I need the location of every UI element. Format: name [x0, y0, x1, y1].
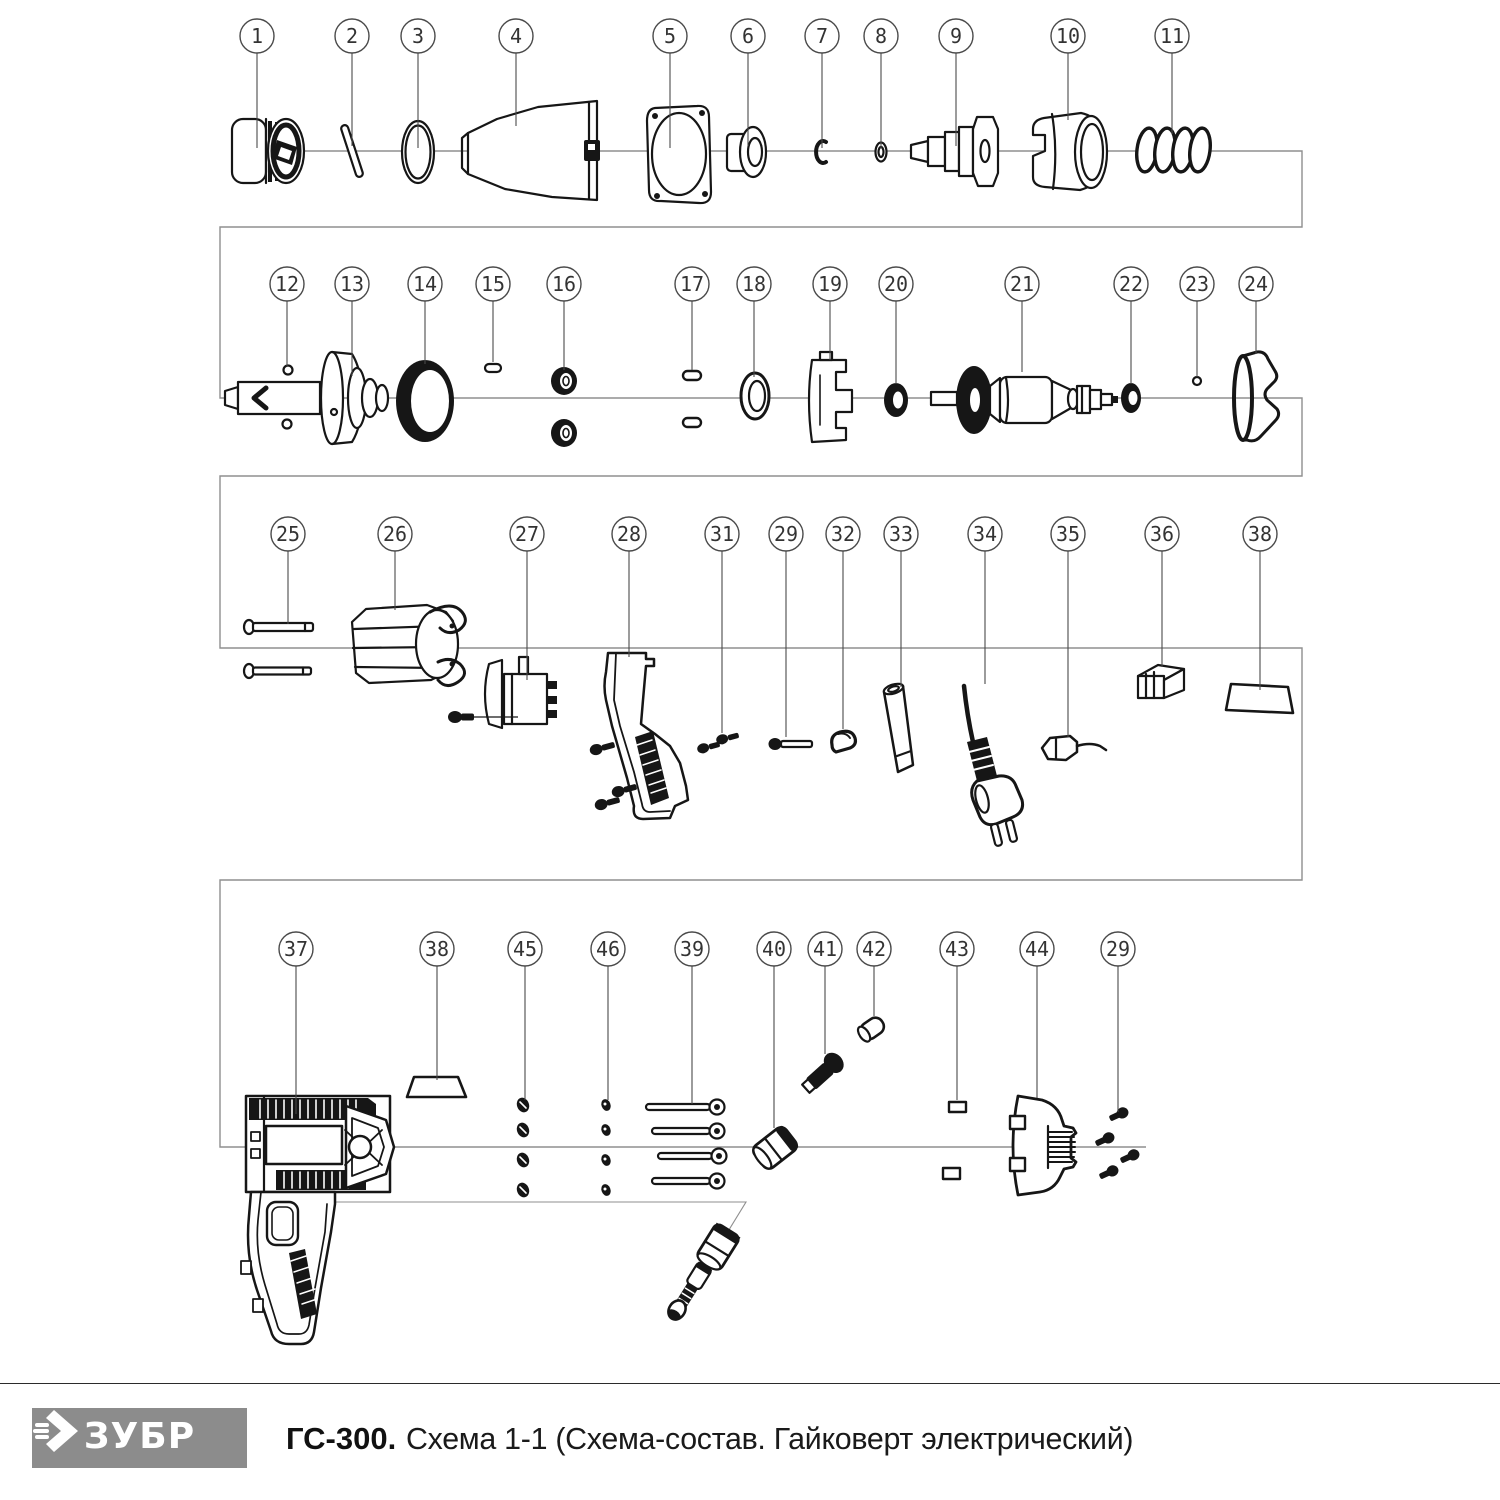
part-28-handle-half: [589, 653, 688, 819]
svg-text:11: 11: [1159, 24, 1185, 48]
part-37-motor-housing: [241, 1096, 394, 1344]
part-5-gasket-plate: [647, 106, 711, 203]
part-24-air-baffle: [1234, 352, 1279, 441]
svg-text:45: 45: [512, 937, 538, 961]
callout-38: [420, 932, 454, 1080]
callout-19: [813, 267, 847, 360]
part-14-ring-gear: [396, 360, 454, 442]
part-15-pin: [485, 364, 501, 372]
callout-24: [1239, 267, 1273, 354]
part-10-hammer: [1033, 113, 1107, 190]
part-39-long-screws: [646, 1100, 727, 1189]
callout-13: [335, 267, 369, 376]
callout-35: [1051, 517, 1085, 737]
model-number: ГС-300.: [286, 1421, 397, 1456]
part-21-rotor: [931, 366, 1118, 434]
part-6-bushing: [727, 127, 766, 177]
svg-text:24: 24: [1243, 272, 1269, 296]
part-33-cord-sleeve: [883, 682, 913, 772]
part-1-anvil: [232, 119, 304, 183]
part-9-cam-spindle: [911, 117, 998, 186]
part-19-bearing-bracket: [809, 352, 852, 442]
svg-text:40: 40: [761, 937, 787, 961]
callout-15: [476, 267, 510, 362]
part-20-bearing: [884, 383, 908, 417]
callout-14: [408, 267, 442, 364]
svg-text:27: 27: [514, 522, 540, 546]
callouts-layer: [240, 19, 1277, 1128]
svg-text:38: 38: [424, 937, 450, 961]
callout-40: [757, 932, 791, 1128]
callout-32: [826, 517, 860, 729]
diagram-caption: [286, 1414, 1148, 1464]
svg-text:36: 36: [1149, 522, 1175, 546]
svg-text:32: 32: [830, 522, 856, 546]
svg-text:8: 8: [874, 24, 888, 48]
callout-27: [510, 517, 544, 680]
part-18-seal-ring: [741, 373, 769, 419]
callout-8: [864, 19, 898, 148]
svg-text:26: 26: [382, 522, 408, 546]
callout-6: [731, 19, 765, 146]
part-29-screw: [769, 738, 813, 750]
svg-text:39: 39: [679, 937, 705, 961]
svg-text:1: 1: [250, 24, 264, 48]
callout-36: [1145, 517, 1179, 667]
callout-22: [1114, 267, 1148, 384]
part-7-c-clip: [816, 141, 826, 163]
svg-text:29: 29: [773, 522, 799, 546]
callout-11: [1155, 19, 1189, 134]
svg-text:29: 29: [1105, 937, 1131, 961]
callout-12: [270, 267, 304, 366]
callout-33: [884, 517, 918, 687]
svg-text:37: 37: [283, 937, 309, 961]
svg-text:42: 42: [861, 937, 887, 961]
svg-text:13: 13: [339, 272, 365, 296]
svg-text:16: 16: [551, 272, 577, 296]
svg-text:43: 43: [944, 937, 970, 961]
callout-31: [705, 517, 739, 733]
callout-28: [612, 517, 646, 657]
part-23-ball: [1193, 377, 1201, 385]
svg-text:6: 6: [741, 24, 755, 48]
part-32-cable-clamp: [832, 731, 856, 752]
callout-16: [547, 267, 581, 370]
svg-text:33: 33: [888, 522, 914, 546]
callout-46: [591, 932, 625, 1100]
svg-text:15: 15: [480, 272, 506, 296]
callout-44: [1020, 932, 1054, 1098]
callout-34: [968, 517, 1002, 684]
svg-text:31: 31: [709, 522, 735, 546]
callout-3: [401, 19, 435, 148]
part-26-stator: [352, 605, 465, 686]
callout-42: [857, 932, 891, 1016]
part-4-gear-housing: [462, 101, 600, 200]
callout-18: [737, 267, 771, 377]
callout-2: [335, 19, 369, 146]
callout-29: [1101, 932, 1135, 1112]
part-41-carbon-brush: [798, 1049, 848, 1097]
part-16-washers: [551, 367, 577, 447]
svg-text:41: 41: [812, 937, 838, 961]
svg-text:18: 18: [741, 272, 767, 296]
zubr-arrow-icon: [32, 1408, 82, 1454]
svg-text:7: 7: [815, 24, 829, 48]
svg-text:9: 9: [949, 24, 963, 48]
callout-39: [675, 932, 709, 1104]
callout-26: [378, 517, 412, 610]
svg-text:46: 46: [595, 937, 621, 961]
svg-text:10: 10: [1055, 24, 1081, 48]
svg-text:44: 44: [1024, 937, 1050, 961]
part-22-bearing: [1121, 383, 1141, 413]
part-44-end-cover: [1010, 1096, 1076, 1195]
callout-29: [769, 517, 803, 737]
svg-text:35: 35: [1055, 522, 1081, 546]
brand-name: ЗУБР: [83, 1416, 196, 1457]
callout-43: [940, 932, 974, 1100]
callout-10: [1051, 19, 1085, 120]
svg-text:14: 14: [412, 272, 438, 296]
callout-17: [675, 267, 709, 370]
svg-text:17: 17: [679, 272, 705, 296]
svg-text:25: 25: [275, 522, 301, 546]
svg-text:21: 21: [1009, 272, 1035, 296]
part-42-sleeve: [856, 1015, 887, 1044]
part-40-brush-cap: [750, 1125, 800, 1172]
part-34-power-cord: [964, 686, 1023, 846]
brand-logo: [32, 1408, 247, 1468]
callout-25: [271, 517, 305, 624]
svg-text:34: 34: [972, 522, 998, 546]
callout-41: [808, 932, 842, 1054]
part-13-spindle-cam: [225, 352, 388, 444]
svg-text:23: 23: [1184, 272, 1210, 296]
svg-text:4: 4: [509, 24, 523, 48]
callout-23: [1180, 267, 1214, 377]
svg-text:19: 19: [817, 272, 843, 296]
part-43-inserts: [943, 1102, 966, 1179]
callout-7: [805, 19, 839, 148]
part-25-long-screws: [244, 620, 313, 678]
callout-45: [508, 932, 542, 1100]
callout-21: [1005, 267, 1039, 372]
svg-text:5: 5: [663, 24, 677, 48]
callout-37: [279, 932, 313, 1114]
callout-20: [879, 267, 913, 384]
footer-divider: [0, 1383, 1500, 1384]
part-17-pins: [683, 371, 701, 427]
brush-assembly: [665, 1223, 741, 1323]
scheme-title: Схема 1-1 (Схема-состав. Гайковерт электрический): [406, 1421, 1134, 1456]
part-36-brush-holder: [1138, 665, 1184, 698]
callout-38: [1243, 517, 1277, 690]
svg-text:2: 2: [345, 24, 359, 48]
svg-text:12: 12: [274, 272, 300, 296]
svg-text:22: 22: [1118, 272, 1144, 296]
svg-text:3: 3: [411, 24, 425, 48]
svg-text:28: 28: [616, 522, 642, 546]
part-35-terminal: [1042, 736, 1106, 760]
part-11-spring: [1134, 127, 1212, 173]
part-29-screws-2: [1094, 1105, 1142, 1181]
svg-text:20: 20: [883, 272, 909, 296]
svg-text:38: 38: [1247, 522, 1273, 546]
part-31-screws: [696, 730, 740, 755]
